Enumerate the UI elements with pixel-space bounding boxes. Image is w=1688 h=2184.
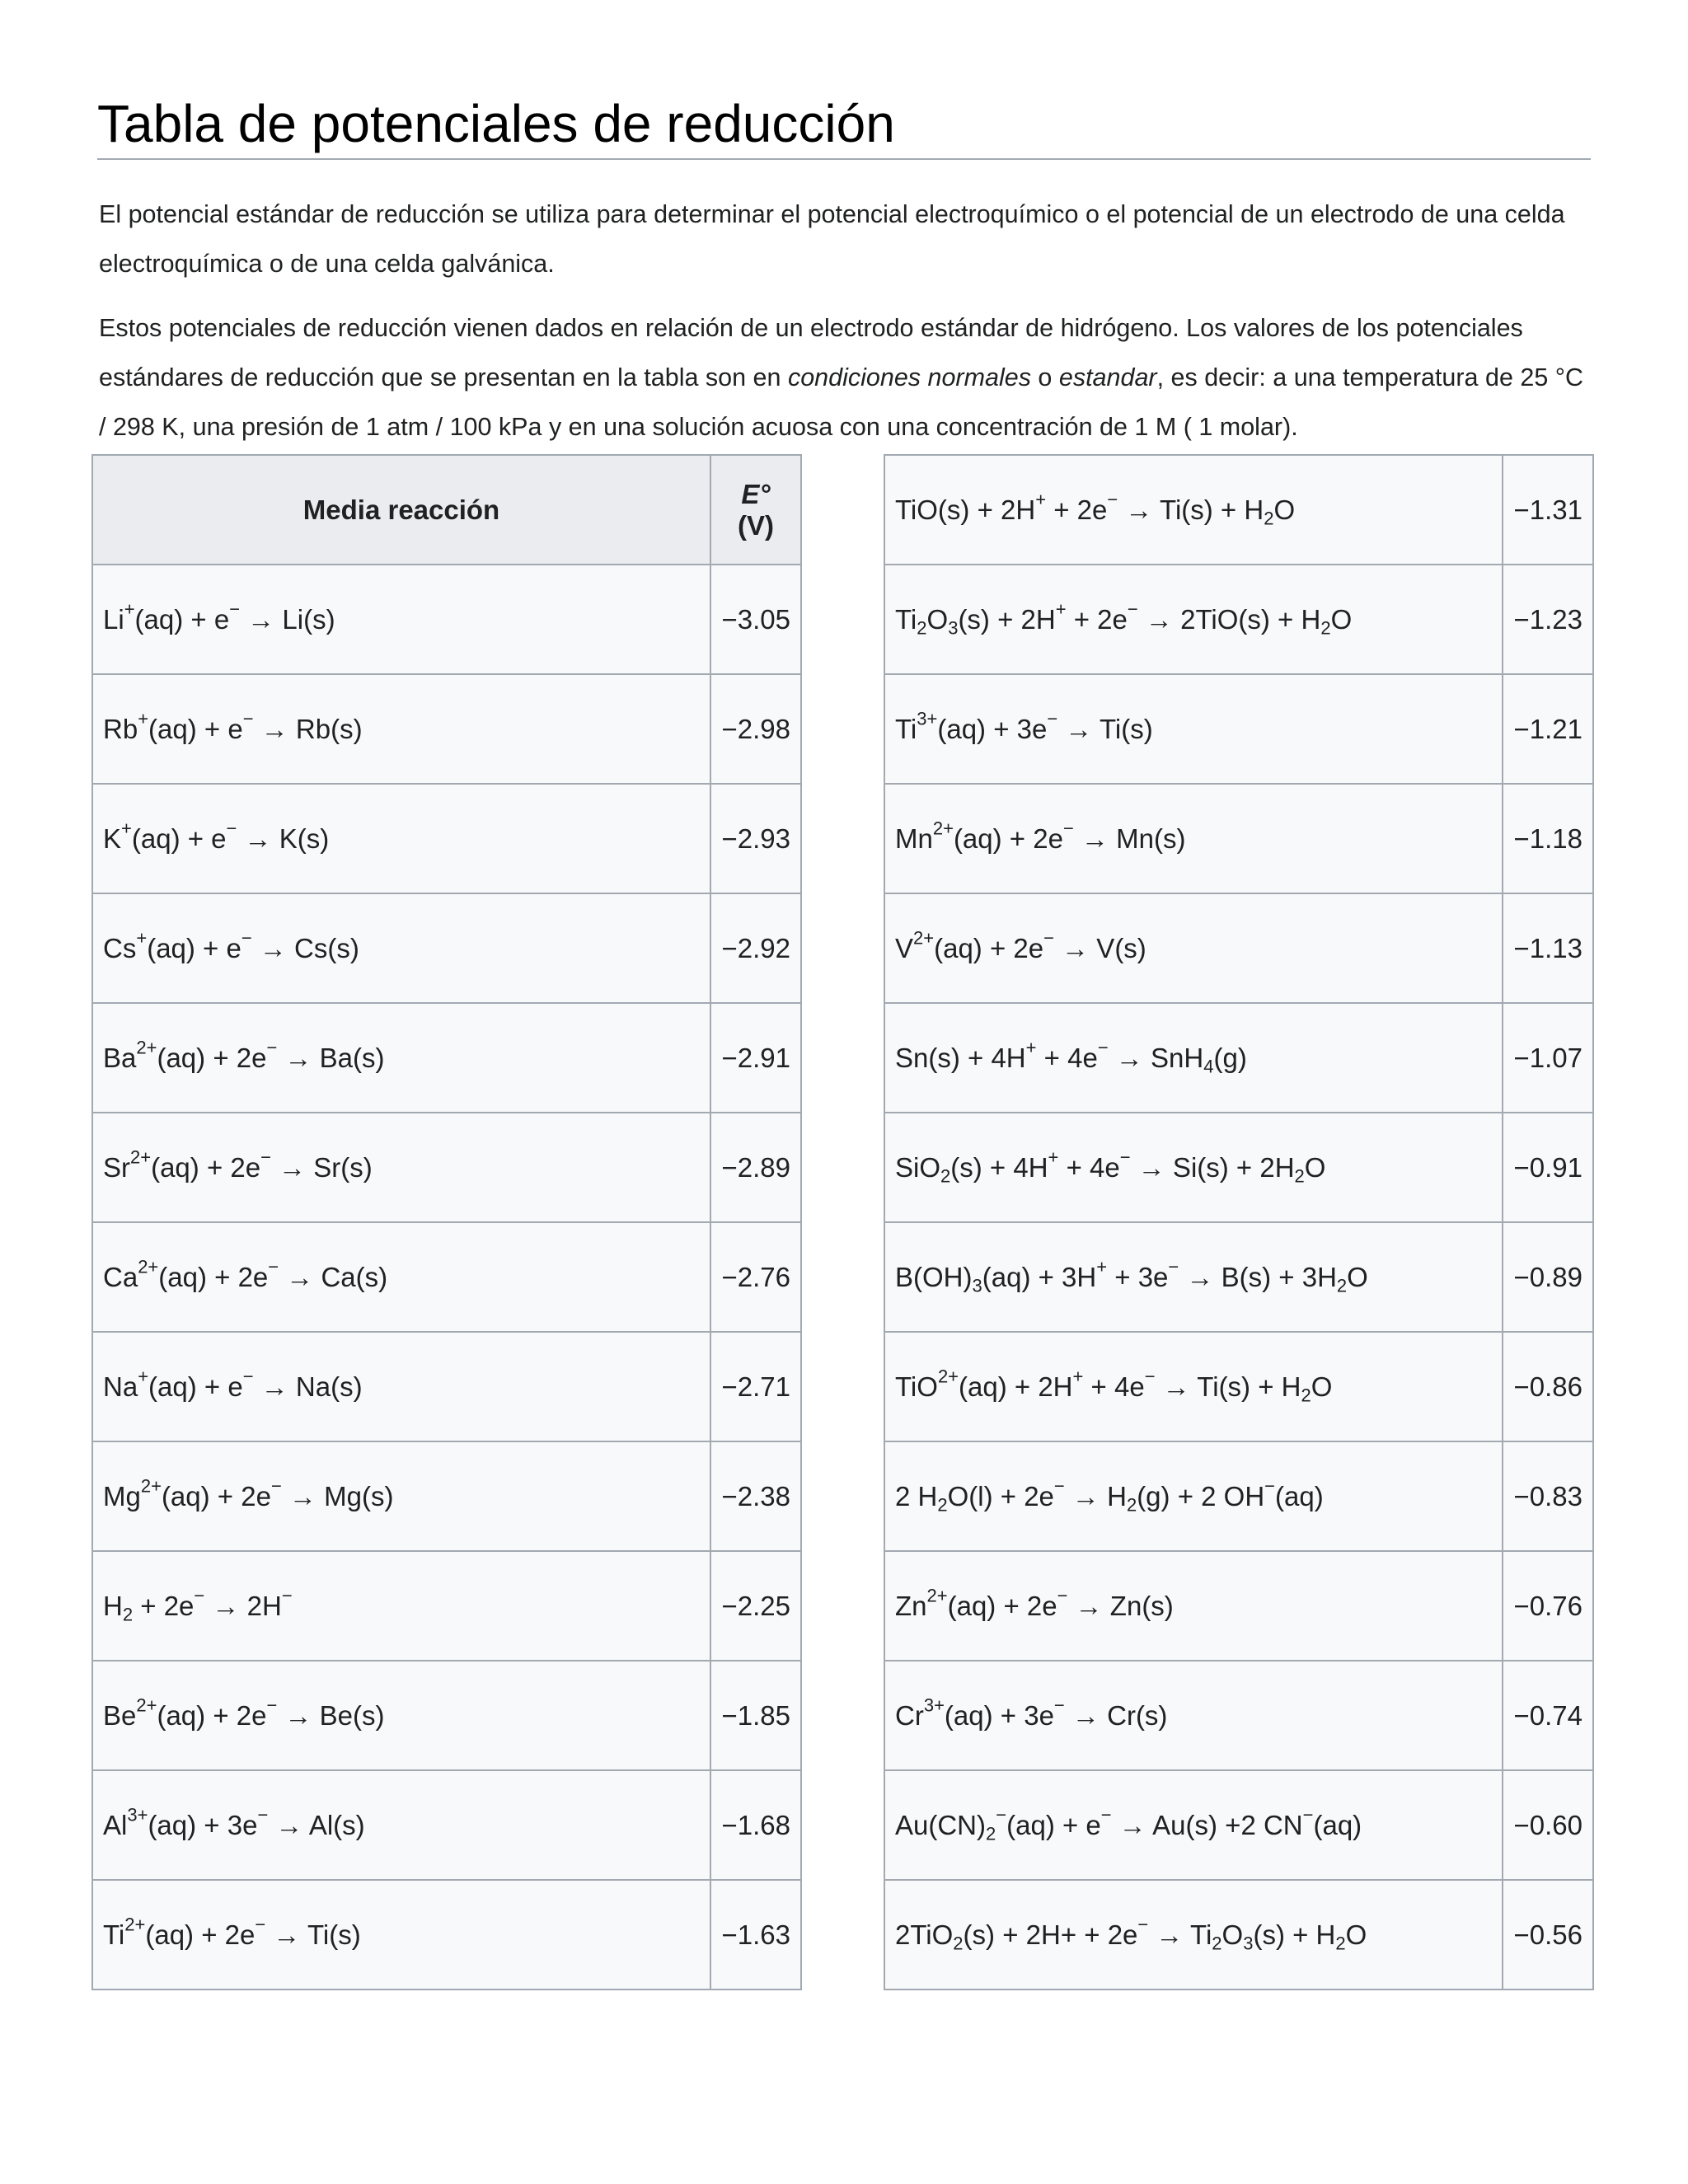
reaction-cell: $TiO^{2+}(aq) + 2H^+ + 4e^- \to Ti(s) + H_2O$: [884, 1332, 1503, 1441]
reaction-cell: $Ti^{2+}(aq) + 2e^- \to Ti(s)$: [92, 1880, 710, 1990]
potential-cell: −1.31: [1503, 455, 1593, 565]
potential-cell: −0.56: [1503, 1880, 1593, 1990]
conditions-text-c: , es decir: a una temperatura de 25 °C / 298 K, una presión de 1 atm / 100 kPa y en una solución acuosa con una concentración de 1 M ( 1 molar).: [99, 363, 1584, 441]
page-title: Tabla de potenciales de reducción: [97, 94, 895, 153]
reaction-cell: Sn(s) + 4H+ + 4e− → SnH$_4$(g): [884, 1003, 1503, 1113]
reduction-table-right: [884, 454, 1594, 1990]
reaction-cell: $2TiO_2(s) + 2H+ + 2e^- \to Ti_2O_3(s) + H_2O$: [884, 1880, 1503, 1990]
reaction-cell: $V^{2+}(aq) + 2e^- \to V(s)$: [884, 893, 1503, 1003]
reaction-cell: $Ba^{2+}(aq) + 2e^- \to Ba(s)$: [92, 1003, 710, 1113]
table-row: [884, 1441, 1593, 1551]
table-row: [884, 1551, 1593, 1661]
intro-paragraph: El potencial estándar de reducción se utiliza para determinar el potencial electroquímico o el potencial de un electrodo de una celda electroquímica o de una celda galvánica.: [99, 200, 1565, 278]
reaction-cell: $Zn^{2+}(aq) + 2e^- \to Zn(s)$: [884, 1551, 1503, 1661]
potential-cell: −3.05: [710, 565, 801, 674]
table-row: [92, 1441, 801, 1551]
reaction-cell: $Sr^{2+}(aq) + 2e^- \to Sr(s)$: [92, 1113, 710, 1222]
potential-cell: −1.18: [1503, 784, 1593, 893]
reaction-cell: K+(aq) + e− → K(s): [92, 784, 710, 893]
title-divider: [97, 158, 1591, 160]
table-row: [884, 1113, 1593, 1222]
potential-cell: −2.89: [710, 1113, 801, 1222]
potential-cell: −2.76: [710, 1222, 801, 1332]
table-row: [92, 1880, 801, 1990]
table-body-right: [884, 455, 1593, 1990]
table-row: [92, 1332, 801, 1441]
potential-cell: −1.23: [1503, 565, 1593, 674]
table-body-left: [92, 565, 801, 1990]
potential-cell: −2.71: [710, 1332, 801, 1441]
table-row: [92, 784, 801, 893]
potential-cell: −1.13: [1503, 893, 1593, 1003]
table-row: [92, 1551, 801, 1661]
reaction-cell: $Ti_2O_3(s) + 2H^+ + 2e^- \to 2TiO(s) + H_2O$: [884, 565, 1503, 674]
reaction-cell: $Au(CN)_2^-(aq) + e^- \to Au(s) +2$ CN−(aq): [884, 1770, 1503, 1880]
potential-cell: −2.91: [710, 1003, 801, 1113]
reaction-cell: $Ca^{2+}(aq) + 2e^- \to Ca(s)$: [92, 1222, 710, 1332]
potential-cell: −0.89: [1503, 1222, 1593, 1332]
potential-cell: −0.91: [1503, 1113, 1593, 1222]
potential-cell: −0.74: [1503, 1661, 1593, 1770]
potential-cell: −1.21: [1503, 674, 1593, 784]
table-header-row: [92, 455, 801, 565]
table-row: [884, 1880, 1593, 1990]
conditions-text-b: o: [1030, 363, 1059, 391]
potential-cell: −0.83: [1503, 1441, 1593, 1551]
potential-cell: −1.63: [710, 1880, 801, 1990]
table-row: [884, 674, 1593, 784]
table-row: [884, 1661, 1593, 1770]
table-row: [884, 784, 1593, 893]
potential-cell: −2.25: [710, 1551, 801, 1661]
table-row: [884, 1222, 1593, 1332]
table-row: [92, 1113, 801, 1222]
table-row: [884, 455, 1593, 565]
reaction-cell: $Mg^{2+}(aq) + 2e^- \to Mg(s)$: [92, 1441, 710, 1551]
potential-cell: −2.38: [710, 1441, 801, 1551]
table-row: [92, 1222, 801, 1332]
reaction-cell: Li+(aq) + e− → Li(s): [92, 565, 710, 674]
reaction-cell: $Ti^{3+}(aq) + 3e^- \to Ti(s)$: [884, 674, 1503, 784]
reaction-cell: $Be^{2+}(aq) + 2e^- \to Be(s)$: [92, 1661, 710, 1770]
potential-cell: −0.86: [1503, 1332, 1593, 1441]
reaction-cell: $SiO_2(s) + 4H^+ + 4e^- \to Si(s) + 2H_2O$: [884, 1113, 1503, 1222]
conditions-text-a: Estos potenciales de reducción vienen dados en relación de un electrodo estándar de hidrógeno. Los valores de los potenciales estándares de reducción que se presentan en la tabla son en: [99, 314, 1523, 391]
table-row: [884, 1332, 1593, 1441]
table-row: [884, 1770, 1593, 1880]
reduction-table-left: [91, 454, 802, 1990]
potential-cell: −2.92: [710, 893, 801, 1003]
table-row: [92, 1661, 801, 1770]
table-row: [92, 565, 801, 674]
header-potential-symbol: E°: [741, 478, 771, 509]
reaction-cell: Cs+(aq) + e− → Cs(s): [92, 893, 710, 1003]
table-row: [92, 893, 801, 1003]
potential-cell: −1.85: [710, 1661, 801, 1770]
potential-cell: −2.93: [710, 784, 801, 893]
table-row: [884, 893, 1593, 1003]
header-potential: [710, 455, 801, 565]
potential-cell: −0.60: [1503, 1770, 1593, 1880]
reaction-cell: $TiO(s) + 2H^+ + 2e^- \to Ti(s) + H_2O$: [884, 455, 1503, 565]
conditions-paragraph: [99, 303, 1591, 452]
potential-cell: −1.07: [1503, 1003, 1593, 1113]
header-potential-unit: (V): [738, 509, 774, 541]
potential-cell: −2.98: [710, 674, 801, 784]
reaction-cell: Na+(aq) + e− → Na(s): [92, 1332, 710, 1441]
reaction-cell: 2 $H_2O(l) + 2e^- \to H_2(g) + 2$ OH−(aq): [884, 1441, 1503, 1551]
conditions-em-normales: condiciones normales: [787, 363, 1031, 391]
table-row: [884, 1003, 1593, 1113]
reaction-cell: $B(OH)_3(aq) + 3H^+ + 3e^- \to B(s) + 3H_2O$: [884, 1222, 1503, 1332]
reaction-cell: $Mn^{2+}(aq) + 2e^- \to Mn(s)$: [884, 784, 1503, 893]
reaction-cell: $Cr^{3+}(aq) + 3e^- \to Cr(s)$: [884, 1661, 1503, 1770]
reaction-cell: $Al^{3+}(aq) + 3e^- \to Al(s)$: [92, 1770, 710, 1880]
reaction-cell: $H_2 + 2e^- \to 2H^-$: [92, 1551, 710, 1661]
potential-cell: −0.76: [1503, 1551, 1593, 1661]
table-row: [92, 674, 801, 784]
potential-cell: −1.68: [710, 1770, 801, 1880]
table-row: [92, 1003, 801, 1113]
header-reaction: Media reacción: [92, 455, 710, 565]
table-row: [884, 565, 1593, 674]
reaction-cell: Rb+(aq) + e− → Rb(s): [92, 674, 710, 784]
conditions-em-estandar: estandar: [1058, 363, 1157, 391]
table-row: [92, 1770, 801, 1880]
